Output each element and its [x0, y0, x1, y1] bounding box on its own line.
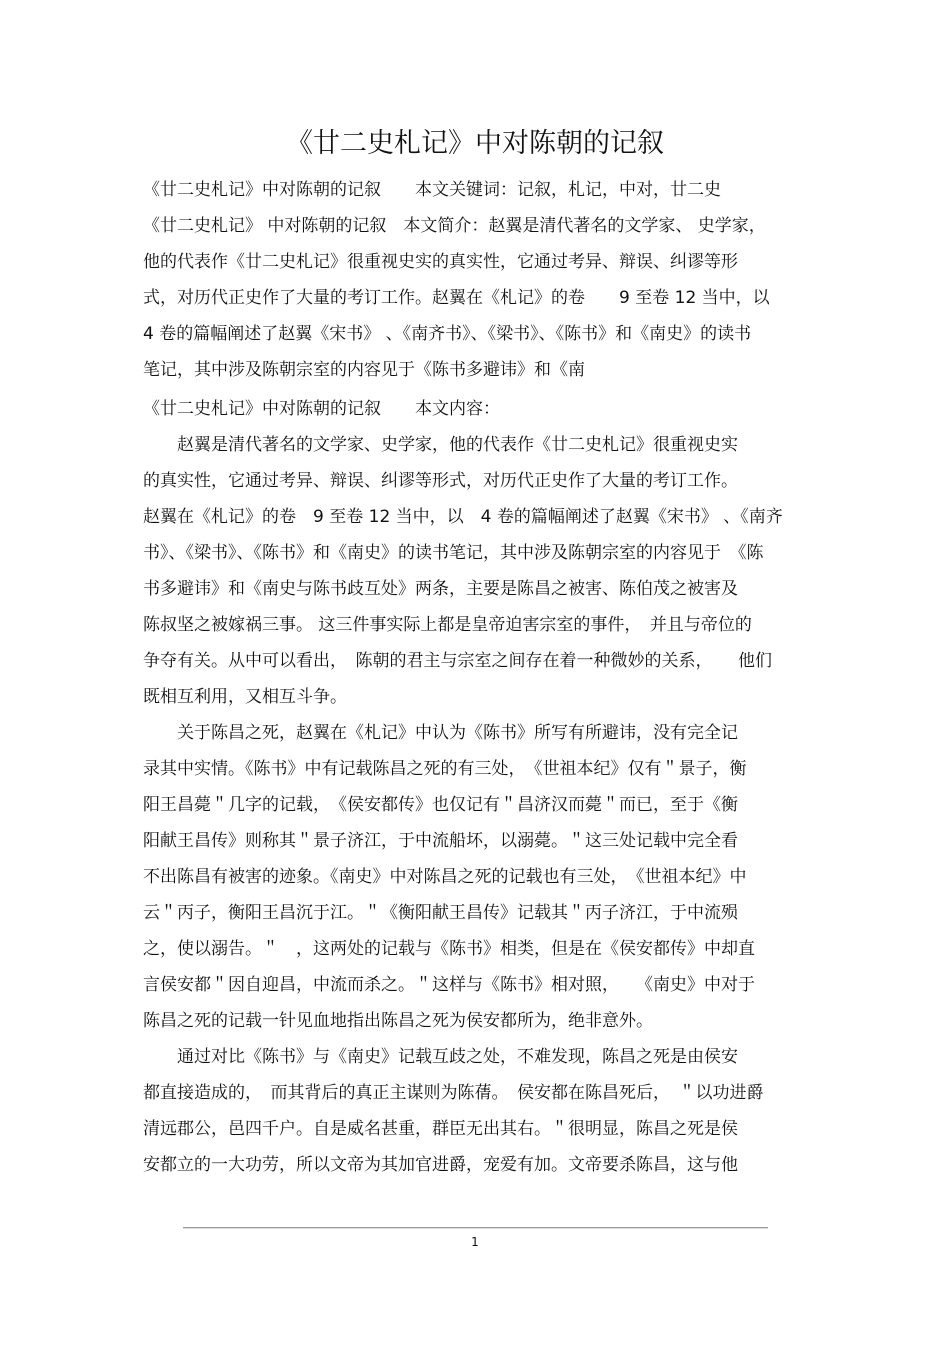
page-number: 1 [471, 1235, 479, 1249]
text-line: 书》、《梁书》、《陈书》和《南史》的读书笔记，其中涉及陈朝宗室的内容见于 《陈 [143, 543, 764, 563]
footer-divider [183, 1227, 768, 1228]
text-line: 《廿二史札记》中对陈朝的记叙 本文内容： [143, 399, 500, 419]
text-line: 他的代表作《廿二史札记》很重视史实的真实性，它通过考异、辩误、纠谬等形 [143, 252, 738, 272]
text-line: 阳献王昌传》则称其＂景子济江，于中流船坏，以溺薨。＂这三处记载中完全看 [143, 831, 738, 851]
text-line: 录其中实情。《陈书》中有记载陈昌之死的有三处， 《世祖本纪》仅有＂景子，衡 [143, 759, 747, 779]
text-line: 赵翼是清代著名的文学家、史学家，他的代表作《廿二史札记》很重视史实 [143, 435, 738, 455]
text-line: 《廿二史札记》中对陈朝的记叙 本文关键词：记叙，札记，中对，廿二史 [143, 180, 721, 200]
text-line: 清远郡公，邑四千户。自是威名甚重，群臣无出其右。＂很明显，陈昌之死是侯 [143, 1119, 738, 1139]
text-line: 都直接造成的， 而其背后的真正主谋则为陈蒨。 侯安都在陈昌死后， ＂以功进爵 [143, 1083, 764, 1103]
text-line: 式，对历代正史作了大量的考订工作。赵翼在《札记》的卷 9 至卷 12 当中，以 [143, 288, 770, 308]
text-line: 赵翼在《札记》的卷 9 至卷 12 当中，以 4 卷的篇幅阐述了赵翼《宋书》 、《南齐 [143, 507, 783, 527]
document-title: 《廿二史札记》中对陈朝的记叙 [286, 128, 664, 159]
text-line: 关于陈昌之死，赵翼在《札记》中认为《陈书》所写有所避讳，没有完全记 [143, 723, 738, 743]
text-line: 安都立的一大功劳，所以文帝为其加官进爵，宠爱有加。文帝要杀陈昌，这与他 [143, 1155, 738, 1175]
text-line: 之，使以溺告。＂ ，这两处的记载与《陈书》相类，但是在《侯安都传》中却直 [143, 939, 755, 959]
text-line: 争夺有关。从中可以看出， 陈朝的君主与宗室之间存在着一种微妙的关系， 他们 [143, 651, 772, 671]
text-line: 不出陈昌有被害的迹象。《南史》中对陈昌之死的记载也有三处， 《世祖本纪》中 [143, 867, 747, 887]
text-line: 通过对比《陈书》与《南史》记载互歧之处，不难发现，陈昌之死是由侯安 [143, 1047, 738, 1067]
text-line: 《廿二史札记》 中对陈朝的记叙 本文简介：赵翼是清代著名的文学家、 史学家， [143, 216, 766, 236]
text-line: 云＂丙子，衡阳王昌沉于江。＂《衡阳献王昌传》记载其＂丙子济江，于中流殒 [143, 903, 738, 923]
text-line: 笔记，其中涉及陈朝宗室的内容见于《陈书多避讳》和《南 [143, 360, 585, 380]
text-line: 言侯安都＂因自迎昌，中流而杀之。＂这样与《陈书》相对照， 《南史》中对于 [143, 975, 755, 995]
text-line: 陈叔坚之被嫁祸三事。 这三件事实际上都是皇帝迫害宗室的事件， 并且与帝位的 [143, 615, 752, 635]
text-line: 阳王昌薨＂几字的记载， 《侯安都传》也仅记有＂昌济汉而薨＂而已，至于《衡 [143, 795, 738, 815]
text-line: 书多避讳》和《南史与陈书歧互处》两条，主要是陈昌之被害、陈伯茂之被害及 [143, 579, 738, 599]
text-line: 的真实性，它通过考异、辩误、纠谬等形式，对历代正史作了大量的考订工作。 [143, 471, 738, 491]
text-line: 4 卷的篇幅阐述了赵翼《宋书》 、《南齐书》、《梁书》、《陈书》和《南史》的读书 [143, 324, 752, 344]
text-line: 陈昌之死的记载一针见血地指出陈昌之死为侯安都所为，绝非意外。 [143, 1011, 653, 1031]
text-line: 既相互利用，又相互斗争。 [143, 687, 347, 707]
